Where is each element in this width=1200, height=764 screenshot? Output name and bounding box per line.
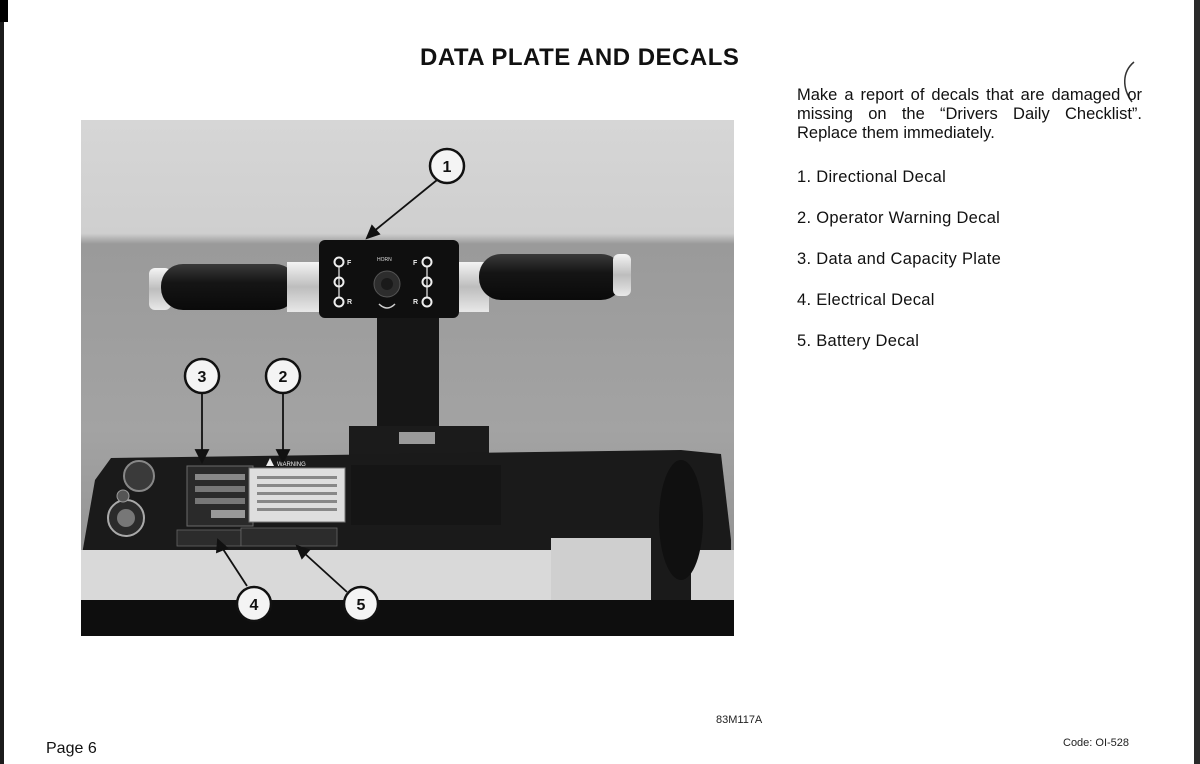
callout-2-label: 2 (278, 369, 288, 386)
page-number: Page 6 (46, 740, 97, 757)
right-grip (479, 254, 623, 300)
drive-wheel (659, 460, 703, 580)
decal-item-directional: 1. Directional Decal (797, 168, 947, 186)
left-forward-letter: F (347, 260, 352, 267)
horn-button-center (381, 278, 393, 290)
right-reverse-letter: R (413, 299, 419, 306)
intro-paragraph: Make a report of decals that are damaged or missing on the “Drivers Daily Checklist”. Replace them immediately. (797, 86, 1142, 142)
battery-decal (241, 528, 337, 546)
plate-line-4 (211, 510, 245, 518)
warning-text-line-4 (257, 500, 337, 503)
left-reverse-letter: R (347, 299, 353, 306)
warning-text-line-2 (257, 484, 337, 487)
decal-item-data-capacity-plate: 3. Data and Capacity Plate (797, 250, 1002, 268)
battery-cover (351, 465, 501, 525)
column-bracket (399, 432, 435, 444)
right-forward-letter: F (413, 260, 418, 267)
plate-line-1 (195, 474, 245, 480)
callout-4-label: 4 (249, 597, 259, 614)
figure-code: 83M117A (716, 714, 763, 726)
left-collar (287, 262, 323, 312)
right-end-cap (613, 254, 631, 296)
page-title: DATA PLATE AND DECALS (420, 44, 740, 71)
body-skirt-left (81, 550, 551, 600)
document-code: Code: OI-528 (1063, 737, 1130, 749)
plate-line-3 (195, 498, 245, 504)
decal-location-photo (81, 120, 734, 636)
decal-item-battery: 5. Battery Decal (797, 332, 920, 350)
left-grip (161, 264, 297, 310)
electrical-decal (177, 530, 241, 546)
plate-line-2 (195, 486, 245, 492)
page-edge-corner (0, 0, 8, 22)
photo-svg (81, 120, 734, 636)
warning-text-line-1 (257, 476, 337, 479)
gauge-lower-center (117, 509, 135, 527)
callout-5-label: 5 (356, 597, 366, 614)
warning-text-line-3 (257, 492, 337, 495)
key-switch (117, 490, 129, 502)
page-edge-right (1194, 0, 1200, 764)
page-edge-left (0, 0, 4, 764)
warning-text-line-5 (257, 508, 337, 511)
warning-label: WARNING (277, 462, 306, 468)
decal-item-electrical: 4. Electrical Decal (797, 291, 935, 309)
decal-item-operator-warning: 2. Operator Warning Decal (797, 209, 1001, 227)
horn-label: HORN (377, 257, 392, 263)
body-skirt-mid (551, 538, 651, 600)
callout-1-label: 1 (442, 159, 452, 176)
gauge-upper (124, 461, 154, 491)
steering-column (377, 310, 439, 440)
truck-base (81, 600, 734, 636)
callout-3-label: 3 (197, 369, 207, 386)
decal-list (797, 168, 1001, 373)
